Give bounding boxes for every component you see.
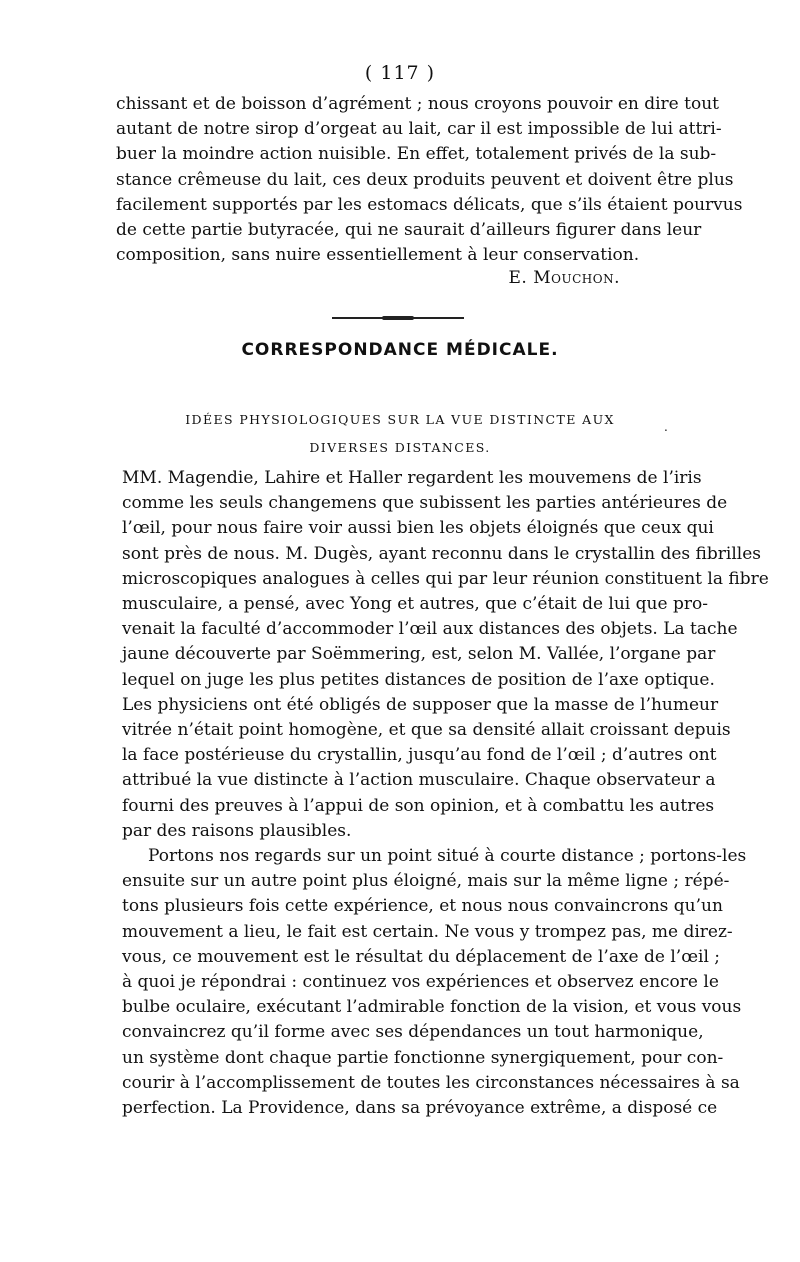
text-line: Les physiciens ont été obligés de supposer que la masse de l’humeur [122, 694, 719, 715]
text-line: fourni des preuves à l’appui de son opinion, et à combattu les autres [122, 795, 715, 816]
text-line: buer la moindre action nuisible. En effet, totalement privés de la sub- [116, 144, 717, 165]
signature-initial: E. [508, 268, 528, 288]
text-line: à quoi je répondrai : continuez vos expériences et observez encore le [122, 972, 719, 993]
section-title: CORRESPONDANCE MÉDICALE. [241, 340, 559, 360]
text-line: facilement supportés par les estomacs délicats, que s’ils étaient pourvus [116, 194, 743, 215]
text-line: ensuite sur un autre point plus éloigné, mais sur la même ligne ; répé- [122, 871, 730, 892]
text-line: MM. Magendie, Lahire et Haller regardent les mouvemens de l’iris [122, 468, 702, 488]
text-line: tons plusieurs fois cette expérience, et nous nous convaincrons qu’un [122, 896, 723, 917]
text-line: l’œil, pour nous faire voir aussi bien les objets éloignés que ceux qui [122, 518, 714, 539]
page-number: ( 117 ) [364, 62, 436, 84]
text-line: un système dont chaque partie fonctionne synergiquement, pour con- [122, 1047, 724, 1068]
text-line: lequel on juge les plus petites distances de position de l’axe optique. [122, 669, 715, 690]
text-line: musculaire, a pensé, avec Yong et autres, que c’était de lui que pro- [122, 594, 708, 615]
signature-name: Mouchon. [533, 268, 620, 288]
article-body [122, 466, 769, 1121]
text-line: par des raisons plausibles. [122, 820, 352, 841]
text-line: autant de notre sirop d’orgeat au lait, car il est impossible de lui attri- [116, 119, 722, 140]
text-line: vous, ce mouvement est le résultat du déplacement de l’axe de l’œil ; [122, 946, 721, 967]
article-title-line-1: IDÉES PHYSIOLOGIQUES SUR LA VUE DISTINCTE AUX [185, 412, 615, 427]
text-line: de cette partie butyracée, qui ne saurait d’ailleurs figurer dans leur [116, 220, 702, 241]
margin-mark: . [664, 420, 668, 434]
text-line: stance crêmeuse du lait, ces deux produits peuvent et doivent être plus [116, 169, 734, 190]
continued-paragraph [116, 92, 743, 268]
text-line: mouvement a lieu, le fait est certain. Ne vous y trompez pas, me direz- [122, 921, 733, 942]
text-line: microscopiques analogues à celles qui par leur réunion constituent la fibre [122, 568, 769, 589]
text-line: comme les seuls changemens que subissent les parties antérieures de [122, 493, 728, 514]
text-line: attribué la vue distincte à l’action musculaire. Chaque observateur a [122, 770, 716, 791]
text-line: bulbe oculaire, exécutant l’admirable fonction de la vision, et vous vous [122, 997, 742, 1018]
text-line: venait la faculté d’accommoder l’œil aux distances des objets. La tache [122, 619, 738, 640]
text-line: vitrée n’était point homogène, et que sa densité allait croissant depuis [122, 720, 731, 741]
text-line: courir à l’accomplissement de toutes les circonstances nécessaires à sa [122, 1072, 740, 1093]
ornamental-divider [332, 317, 464, 319]
author-signature [420, 268, 620, 288]
text-line: convaincrez qu’il forme avec ses dépendances un tout harmonique, [122, 1022, 704, 1043]
text-line: jaune découverte par Soëmmering, est, selon M. Vallée, l’organe par [122, 644, 716, 665]
text-line: sont près de nous. M. Dugès, ayant reconnu dans le crystallin des fibrilles [122, 543, 761, 564]
article-title-line-2: DIVERSES DISTANCES. [309, 440, 491, 455]
text-line: la face postérieuse du crystallin, jusqu’au fond de l’œil ; d’autres ont [122, 745, 717, 766]
text-line: chissant et de boisson d’agrément ; nous croyons pouvoir en dire tout [116, 94, 719, 114]
text-line: perfection. La Providence, dans sa prévoyance extrême, a disposé ce [122, 1098, 718, 1119]
text-line: Portons nos regards sur un point situé à courte distance ; portons-les [148, 846, 747, 867]
text-line: composition, sans nuire essentiellement à leur conservation. [116, 245, 640, 266]
